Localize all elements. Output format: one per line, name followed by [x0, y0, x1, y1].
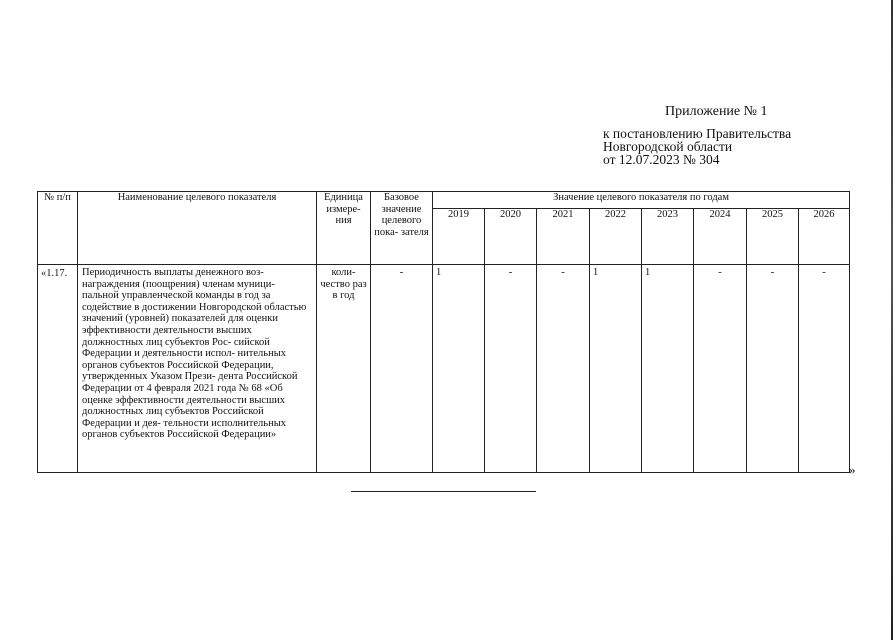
header-year: 2024 [694, 209, 747, 265]
header-base: Базовое значение целевого пока- зателя [371, 192, 433, 265]
row-value-2020: - [485, 265, 537, 473]
table-header-row-1 [38, 192, 850, 209]
header-year: 2022 [590, 209, 642, 265]
header-num: № п/п [38, 192, 78, 265]
header-year: 2019 [433, 209, 485, 265]
header-year: 2020 [485, 209, 537, 265]
row-value-2026: - [799, 265, 850, 473]
header-name: Наименование целевого показателя [78, 192, 317, 265]
row-value-2024: - [694, 265, 747, 473]
header-year: 2023 [642, 209, 694, 265]
row-indicator-name: Периодичность выплаты денежного воз- награждения (поощрения) членам муници- пальной управленческой команды в год за содействие в достижении Новгородской областью значений (уровней) показателей для оценки эффективности деятельности высших должностных лиц субъектов Рос- сийской Федерации и деятельности испол- нительных органов субъектов Российской Федерации, утвержденных Указом Прези- дента Российской Федерации от 4 февраля 2021 года № 68 «Об оценке эффективности деятельности высших должностных лиц субъектов Российской Федерации и дея- тельности исполнительных органов субъектов Российской Федерации» [78, 265, 317, 473]
row-value-2023: 1 [642, 265, 694, 473]
appendix-title: Приложение № 1 [665, 104, 768, 119]
row-value-2021: - [537, 265, 590, 473]
header-year: 2021 [537, 209, 590, 265]
row-value-2019: 1 [433, 265, 485, 473]
appendix-header [603, 105, 863, 166]
table-row [38, 265, 850, 473]
header-year: 2025 [747, 209, 799, 265]
appendix-line-3: от 12.07.2023 № 304 [603, 152, 720, 167]
row-base-value: - [371, 265, 433, 473]
header-unit: Единица измере- ния [317, 192, 371, 265]
indicator-table [37, 191, 850, 473]
appendix-line-2: Новгородской области [603, 139, 733, 154]
header-year: 2026 [799, 209, 850, 265]
closing-quote: » [849, 462, 856, 477]
row-value-2022: 1 [590, 265, 642, 473]
separator-line [351, 491, 536, 492]
appendix-line-1: к постановлению Правительства [603, 126, 792, 141]
row-num: «1.17. [38, 265, 78, 473]
row-unit: коли- чество раз в год [317, 265, 371, 473]
header-by-years: Значение целевого показателя по годам [433, 192, 850, 209]
row-value-2025: - [747, 265, 799, 473]
scan-edge [891, 0, 893, 640]
